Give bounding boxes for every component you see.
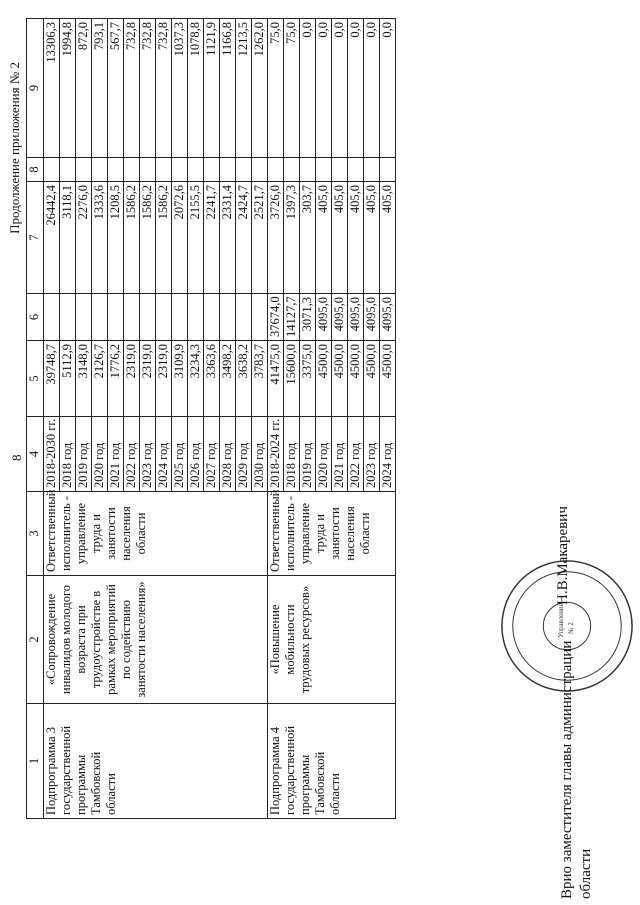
value-cell: 872,0: [76, 19, 92, 158]
column-number: 9: [27, 19, 44, 158]
value-cell: 732,8: [156, 19, 172, 158]
value-cell: 1994,8: [60, 19, 76, 158]
column-number: 1: [27, 704, 44, 819]
year-cell: 2020 год: [92, 417, 108, 492]
executor-cell: Ответственный исполнитель - управление труда и занятости населения области: [268, 492, 396, 576]
value-cell: 732,8: [140, 19, 156, 158]
subprogram-cell: Подпрограмма 4 государственной программы Тамбовской области: [268, 704, 396, 819]
year-cell: 2028 год: [220, 417, 236, 492]
value-cell: 1121,9: [204, 19, 220, 158]
value-cell: 3363,6: [204, 341, 220, 417]
value-cell: 1166,8: [220, 19, 236, 158]
value-cell: [156, 158, 172, 182]
year-cell: 2022 год: [348, 417, 364, 492]
year-cell: 2023 год: [140, 417, 156, 492]
value-cell: 3071,3: [300, 294, 316, 341]
value-cell: 2126,7: [92, 341, 108, 417]
value-cell: [364, 158, 380, 182]
value-cell: 3638,2: [236, 341, 252, 417]
value-cell: 2424,7: [236, 182, 252, 294]
value-cell: 0,0: [300, 19, 316, 158]
name-cell: «Сопровождение инвалидов молодого возраста при трудоустройстве в рамках мероприятий по содействию занятости населения»: [44, 576, 268, 704]
column-number: 6: [27, 294, 44, 341]
value-cell: 41475,0: [268, 341, 284, 417]
value-cell: [380, 158, 396, 182]
footer: [558, 641, 596, 899]
continued-label: Продолжение приложения № 2: [7, 62, 22, 234]
value-cell: 405,0: [332, 182, 348, 294]
value-cell: 2276,0: [76, 182, 92, 294]
value-cell: 1586,2: [124, 182, 140, 294]
table-row: [44, 19, 60, 819]
value-cell: 0,0: [380, 19, 396, 158]
year-cell: 2023 год: [364, 417, 380, 492]
executor-cell: Ответственный исполнитель - управление труда и занятости населения области: [44, 492, 268, 576]
value-cell: [220, 294, 236, 341]
value-cell: 2072,6: [172, 182, 188, 294]
value-cell: 15600,0: [284, 341, 300, 417]
value-cell: [60, 294, 76, 341]
svg-text:№ 2: № 2: [567, 622, 575, 634]
value-cell: 1213,5: [236, 19, 252, 158]
value-cell: [92, 294, 108, 341]
value-cell: [92, 158, 108, 182]
value-cell: [252, 158, 268, 182]
value-cell: 14127,7: [284, 294, 300, 341]
value-cell: 2331,4: [220, 182, 236, 294]
value-cell: 405,0: [348, 182, 364, 294]
value-cell: 405,0: [380, 182, 396, 294]
value-cell: 0,0: [332, 19, 348, 158]
value-cell: 732,8: [124, 19, 140, 158]
value-cell: [204, 294, 220, 341]
value-cell: 26442,4: [44, 182, 60, 294]
value-cell: 0,0: [316, 19, 332, 158]
budget-table: [26, 18, 396, 819]
value-cell: 4500,0: [332, 341, 348, 417]
value-cell: 2155,5: [188, 182, 204, 294]
value-cell: [172, 158, 188, 182]
value-cell: 405,0: [316, 182, 332, 294]
value-cell: 3783,7: [252, 341, 268, 417]
year-cell: 2019 год: [76, 417, 92, 492]
year-cell: 2018-2030 гг.: [44, 417, 60, 492]
value-cell: 4500,0: [316, 341, 332, 417]
value-cell: 1078,8: [188, 19, 204, 158]
year-cell: 2029 год: [236, 417, 252, 492]
value-cell: 0,0: [348, 19, 364, 158]
value-cell: 1333,6: [92, 182, 108, 294]
value-cell: 1037,3: [172, 19, 188, 158]
value-cell: [44, 294, 60, 341]
value-cell: [108, 158, 124, 182]
value-cell: [188, 294, 204, 341]
value-cell: 1208,5: [108, 182, 124, 294]
value-cell: 13306,3: [44, 19, 60, 158]
value-cell: 75,0: [284, 19, 300, 158]
value-cell: [156, 294, 172, 341]
column-number: 3: [27, 492, 44, 576]
column-number: 8: [27, 158, 44, 182]
value-cell: [332, 158, 348, 182]
column-number: 4: [27, 417, 44, 492]
signer-name: Н.В.Макаревич: [555, 506, 571, 605]
value-cell: [220, 158, 236, 182]
value-cell: 303,7: [300, 182, 316, 294]
value-cell: 1586,2: [140, 182, 156, 294]
value-cell: [140, 294, 156, 341]
year-cell: 2018-2024 гг.: [268, 417, 284, 492]
year-cell: 2022 год: [124, 417, 140, 492]
value-cell: 2241,7: [204, 182, 220, 294]
value-cell: 39748,7: [44, 341, 60, 417]
value-cell: 4500,0: [348, 341, 364, 417]
value-cell: 4095,0: [348, 294, 364, 341]
value-cell: 37674,0: [268, 294, 284, 341]
value-cell: 4095,0: [332, 294, 348, 341]
year-cell: 2024 год: [380, 417, 396, 492]
value-cell: [348, 158, 364, 182]
column-number: 2: [27, 576, 44, 704]
svg-text:Управление: Управление: [558, 603, 566, 638]
value-cell: 4500,0: [380, 341, 396, 417]
value-cell: 3148,0: [76, 341, 92, 417]
value-cell: 0,0: [364, 19, 380, 158]
value-cell: 4095,0: [364, 294, 380, 341]
value-cell: [44, 158, 60, 182]
value-cell: [76, 158, 92, 182]
value-cell: [76, 294, 92, 341]
value-cell: [284, 158, 300, 182]
year-cell: 2021 год: [332, 417, 348, 492]
year-cell: 2026 год: [188, 417, 204, 492]
value-cell: [236, 294, 252, 341]
value-cell: 793,1: [92, 19, 108, 158]
value-cell: [172, 294, 188, 341]
value-cell: 2521,7: [252, 182, 268, 294]
value-cell: [316, 158, 332, 182]
value-cell: [268, 158, 284, 182]
value-cell: 1586,2: [156, 182, 172, 294]
year-cell: 2019 год: [300, 417, 316, 492]
value-cell: [300, 158, 316, 182]
value-cell: 567,7: [108, 19, 124, 158]
year-cell: 2018 год: [284, 417, 300, 492]
value-cell: 405,0: [364, 182, 380, 294]
subprogram-cell: Подпрограмма 3 государственной программы Тамбовской области: [44, 704, 268, 819]
value-cell: [124, 158, 140, 182]
value-cell: [124, 294, 140, 341]
value-cell: [140, 158, 156, 182]
year-cell: 2025 год: [172, 417, 188, 492]
value-cell: [188, 158, 204, 182]
value-cell: 1776,2: [108, 341, 124, 417]
year-cell: 2020 год: [316, 417, 332, 492]
value-cell: 3498,2: [220, 341, 236, 417]
value-cell: 3375,0: [300, 341, 316, 417]
page-number: 8: [9, 454, 24, 461]
value-cell: 2319,0: [124, 341, 140, 417]
value-cell: 75,0: [268, 19, 284, 158]
value-cell: 3234,3: [188, 341, 204, 417]
column-number: 5: [27, 341, 44, 417]
name-cell: «Повышение мобильности трудовых ресурсов»: [268, 576, 396, 704]
year-cell: 2030 год: [252, 417, 268, 492]
year-cell: 2021 год: [108, 417, 124, 492]
value-cell: 1262,0: [252, 19, 268, 158]
value-cell: 2319,0: [140, 341, 156, 417]
footer-region: области: [578, 848, 594, 899]
value-cell: 2319,0: [156, 341, 172, 417]
value-cell: 4095,0: [316, 294, 332, 341]
table-row: [268, 19, 284, 819]
value-cell: [236, 158, 252, 182]
year-cell: 2024 год: [156, 417, 172, 492]
value-cell: [108, 294, 124, 341]
year-cell: 2018 год: [60, 417, 76, 492]
value-cell: [252, 294, 268, 341]
value-cell: 3109,9: [172, 341, 188, 417]
value-cell: 3726,0: [268, 182, 284, 294]
value-cell: [204, 158, 220, 182]
value-cell: 5112,9: [60, 341, 76, 417]
value-cell: 4500,0: [364, 341, 380, 417]
value-cell: [60, 158, 76, 182]
value-cell: 3118,1: [60, 182, 76, 294]
column-number: 7: [27, 182, 44, 294]
year-cell: 2027 год: [204, 417, 220, 492]
value-cell: 1397,3: [284, 182, 300, 294]
value-cell: 4095,0: [380, 294, 396, 341]
footer-position: Врио заместителя главы администрации: [559, 640, 575, 899]
